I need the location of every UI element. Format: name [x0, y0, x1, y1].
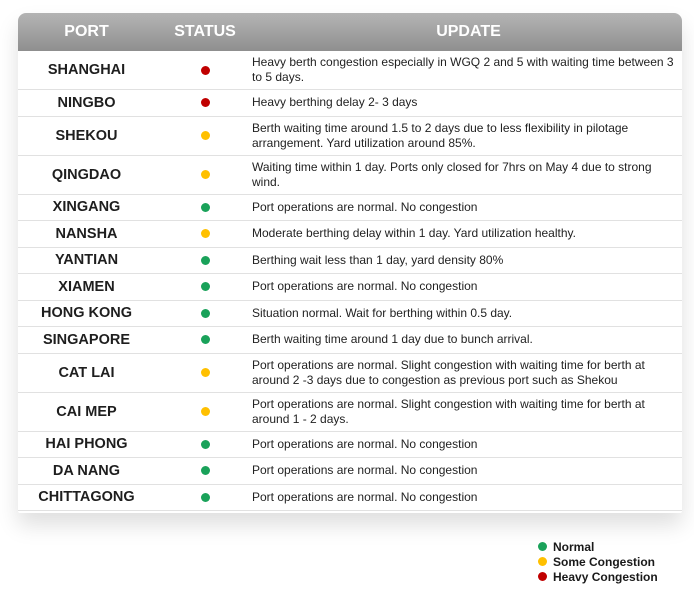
legend-label-heavy-congestion: Heavy Congestion: [553, 569, 658, 584]
table-row: [18, 458, 682, 485]
some-congestion-dot-icon: [201, 407, 210, 416]
status-cell: [155, 327, 255, 353]
status-cell: [155, 485, 255, 511]
some-congestion-dot-icon: [201, 229, 210, 238]
table-row: [18, 485, 682, 512]
update-text: Berth waiting time around 1 day due to bunch arrival.: [252, 332, 533, 347]
normal-dot-icon: [201, 256, 210, 265]
normal-dot-icon: [201, 282, 210, 291]
legend-item-heavy-congestion: [538, 569, 658, 584]
normal-dot-icon: [201, 309, 210, 318]
update-text: Port operations are normal. Slight congestion with waiting time for berth at around 1 - 2 days.: [252, 396, 645, 426]
table-row: [18, 327, 682, 354]
update-text: Port operations are normal. No congestion: [252, 489, 478, 504]
update-text: Berthing wait less than 1 day, yard density 80%: [252, 252, 504, 267]
some-congestion-dot-icon: [201, 131, 210, 140]
update-text: Situation normal. Wait for berthing within 0.5 day.: [252, 305, 513, 320]
table-row: [18, 117, 682, 156]
normal-dot-icon: [201, 203, 210, 212]
status-cell: [155, 51, 255, 89]
status-cell: [155, 248, 255, 274]
legend-label-some-congestion: Some Congestion: [553, 554, 656, 569]
update-text: Heavy berthing delay 2- 3 days: [252, 95, 418, 110]
legend-item-normal: [538, 539, 658, 554]
update-text: Port operations are normal. No congestion: [252, 436, 478, 451]
update-text: Waiting time within 1 day. Ports only closed for 7hrs on May 4 due to strong wind.: [252, 159, 652, 189]
table-row: [18, 51, 682, 90]
port-name: CHITTAGONG: [38, 489, 135, 506]
status-cell: [155, 221, 255, 247]
port-name: SHANGHAI: [47, 62, 126, 78]
table-row: [18, 354, 682, 393]
port-name: XINGANG: [52, 199, 121, 216]
status-cell: [155, 117, 255, 155]
table-row: [18, 274, 682, 301]
some-congestion-dot-icon: [538, 557, 547, 566]
port-name: CAI MEP: [56, 403, 117, 420]
port-name: DA NANG: [52, 462, 121, 479]
status-cell: [155, 393, 255, 431]
heavy-congestion-dot-icon: [538, 572, 547, 581]
status-cell: [155, 354, 255, 392]
port-name: SHEKOU: [55, 127, 118, 144]
table-row: [18, 248, 682, 275]
port-name: NANSHA: [55, 225, 118, 242]
normal-dot-icon: [201, 493, 210, 502]
normal-dot-icon: [538, 542, 547, 551]
table-row: [18, 432, 682, 459]
port-name: XIAMEN: [58, 278, 115, 295]
status-cell: [155, 432, 255, 458]
normal-dot-icon: [201, 440, 210, 449]
update-text: Port operations are normal. No congestion: [252, 199, 478, 214]
update-text: Port operations are normal. No congestion: [252, 463, 478, 478]
table-row: [18, 301, 682, 328]
heavy-congestion-dot-icon: [201, 66, 210, 75]
update-text: Heavy berth congestion especially in WGQ 2 and 5 with waiting time between 3 to 5 days.: [252, 55, 674, 84]
table-row: [18, 221, 682, 248]
port-name: YANTIAN: [54, 252, 119, 269]
status-legend: [538, 539, 658, 584]
update-text: Port operations are normal. No congestion: [252, 279, 478, 294]
status-cell: [155, 195, 255, 221]
table-row: [18, 393, 682, 432]
heavy-congestion-dot-icon: [201, 98, 210, 107]
table-row: [18, 156, 682, 195]
update-text: Moderate berthing delay within 1 day. Yard utilization healthy.: [252, 226, 576, 241]
status-cell: [155, 458, 255, 484]
port-name: HONG KONG: [40, 305, 133, 322]
update-text: Port operations are normal. Slight congestion with waiting time for berth at around 2 -3 days due to congestion as previous port such as Shekou: [252, 357, 645, 387]
port-name: QINGDAO: [51, 166, 122, 183]
port-name: HAI PHONG: [45, 436, 128, 453]
table-row: [18, 90, 682, 117]
status-cell: [155, 274, 255, 300]
status-cell: [155, 301, 255, 327]
some-congestion-dot-icon: [201, 170, 210, 179]
status-cell: [155, 90, 255, 116]
port-name: SINGAPORE: [42, 331, 130, 348]
status-column-header: STATUS: [174, 23, 236, 40]
status-cell: [155, 156, 255, 194]
port-name: CAT LAI: [58, 364, 115, 381]
table-header: [18, 13, 682, 51]
update-column-header: UPDATE: [436, 23, 501, 40]
port-name: NINGBO: [57, 94, 116, 111]
normal-dot-icon: [201, 466, 210, 475]
legend-item-some-congestion: [538, 554, 658, 569]
legend-label-normal: Normal: [553, 539, 595, 554]
update-text: Berth waiting time around 1.5 to 2 days due to less flexibility in pilotage arrangement. Yard utilization around 85%.: [252, 120, 629, 150]
port-table-body: [18, 51, 682, 511]
table-row: [18, 195, 682, 222]
some-congestion-dot-icon: [201, 368, 210, 377]
normal-dot-icon: [201, 335, 210, 344]
port-column-header: PORT: [64, 23, 109, 40]
